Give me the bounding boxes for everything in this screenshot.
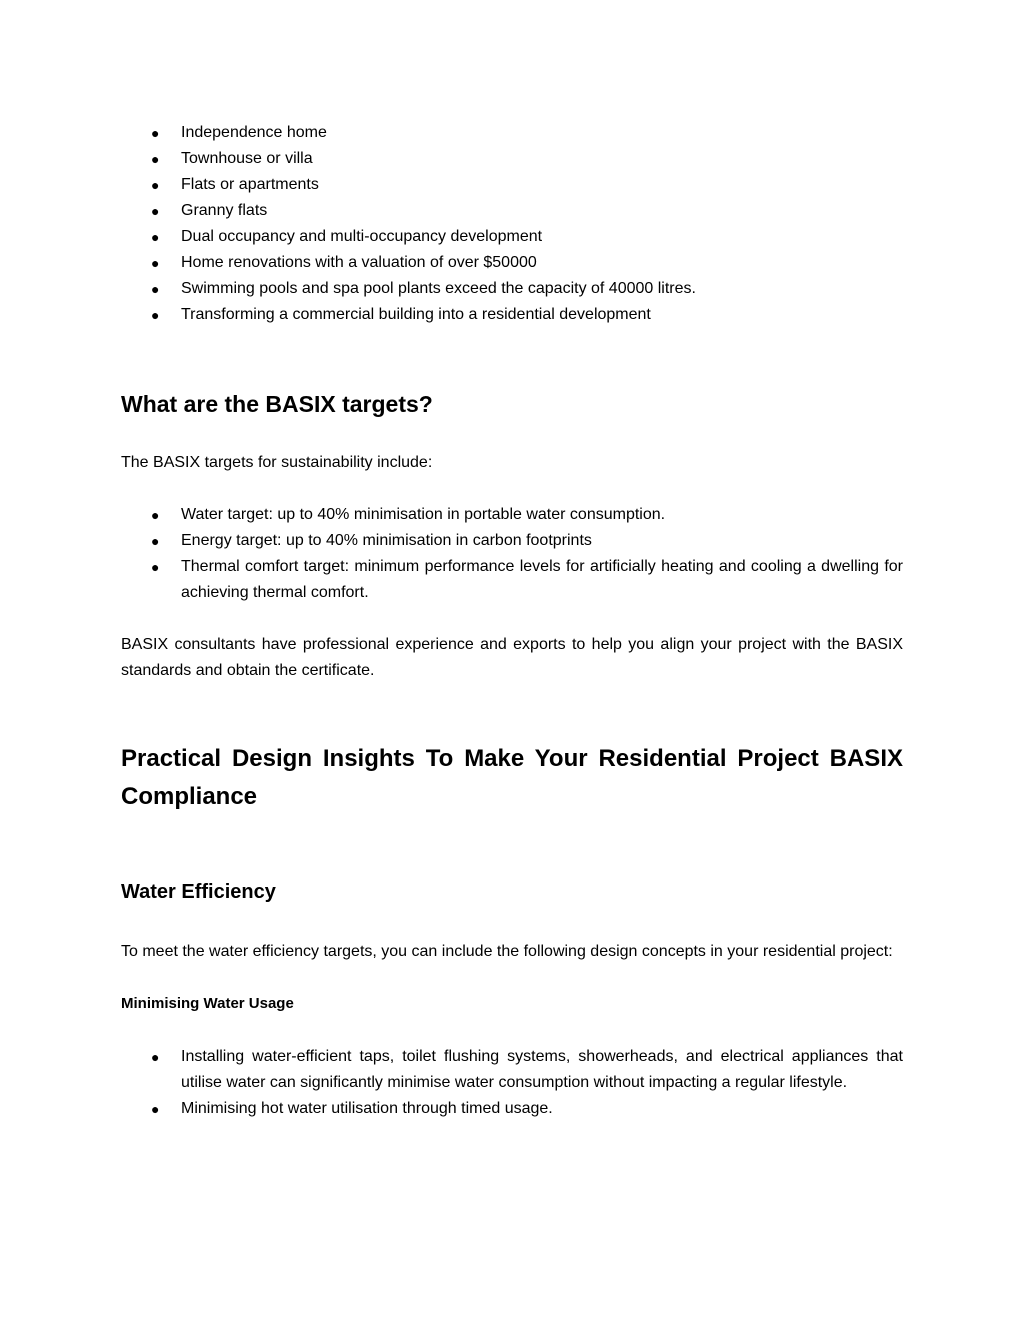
bullet-icon: ● xyxy=(151,307,160,323)
list-item: ● Thermal comfort target: minimum performance levels for artificially heating and cooling a dwelling for achieving thermal comfort. xyxy=(121,554,903,606)
bullet-icon: ● xyxy=(151,229,160,245)
water-usage-list xyxy=(121,1044,903,1122)
bullet-icon: ● xyxy=(151,255,160,271)
list-item: ● Independence home xyxy=(121,120,903,146)
bullet-icon: ● xyxy=(151,281,160,297)
targets-heading: What are the BASIX targets? xyxy=(121,391,433,417)
water-heading: Water Efficiency xyxy=(121,881,276,903)
bullet-icon: ● xyxy=(151,507,160,523)
list-item: ● Dual occupancy and multi-occupancy development xyxy=(121,224,903,250)
list-item: ● Swimming pools and spa pool plants exceed the capacity of 40000 litres. xyxy=(121,276,903,302)
list-item: ● Flats or apartments xyxy=(121,172,903,198)
building-types-list xyxy=(121,120,903,328)
bullet-icon: ● xyxy=(151,203,160,219)
water-intro: To meet the water efficiency targets, you can include the following design concepts in your residential project: xyxy=(121,943,893,960)
bullet-icon: ● xyxy=(151,177,160,193)
list-item: ● Installing water-efficient taps, toilet flushing systems, showerheads, and electrical appliances that utilise water can significantly minimise water consumption without impacting a regular lifestyle. xyxy=(121,1044,903,1096)
targets-list xyxy=(121,502,903,606)
bullet-icon: ● xyxy=(151,559,160,575)
list-item: ● Transforming a commercial building into a residential development xyxy=(121,302,903,328)
list-item: ● Granny flats xyxy=(121,198,903,224)
bullet-icon: ● xyxy=(151,151,160,167)
list-item: ● Water target: up to 40% minimisation in portable water consumption. xyxy=(121,502,903,528)
targets-closing: BASIX consultants have professional experience and exports to help you align your project with the BASIX standards and obtain the certificate. xyxy=(121,636,903,679)
bullet-icon: ● xyxy=(151,1049,160,1065)
bullet-icon: ● xyxy=(151,125,160,141)
list-item: ● Energy target: up to 40% minimisation in carbon footprints xyxy=(121,528,903,554)
list-item: ● Townhouse or villa xyxy=(121,146,903,172)
bullet-icon: ● xyxy=(151,533,160,549)
water-subheading: Minimising Water Usage xyxy=(121,995,294,1012)
document-page xyxy=(121,120,903,1122)
insights-heading: Practical Design Insights To Make Your Residential Project BASIX Compliance xyxy=(121,745,903,810)
bullet-icon: ● xyxy=(151,1101,160,1117)
targets-intro: The BASIX targets for sustainability include: xyxy=(121,454,433,471)
list-item: ● Home renovations with a valuation of over $50000 xyxy=(121,250,903,276)
list-item: ● Minimising hot water utilisation through timed usage. xyxy=(121,1096,903,1122)
